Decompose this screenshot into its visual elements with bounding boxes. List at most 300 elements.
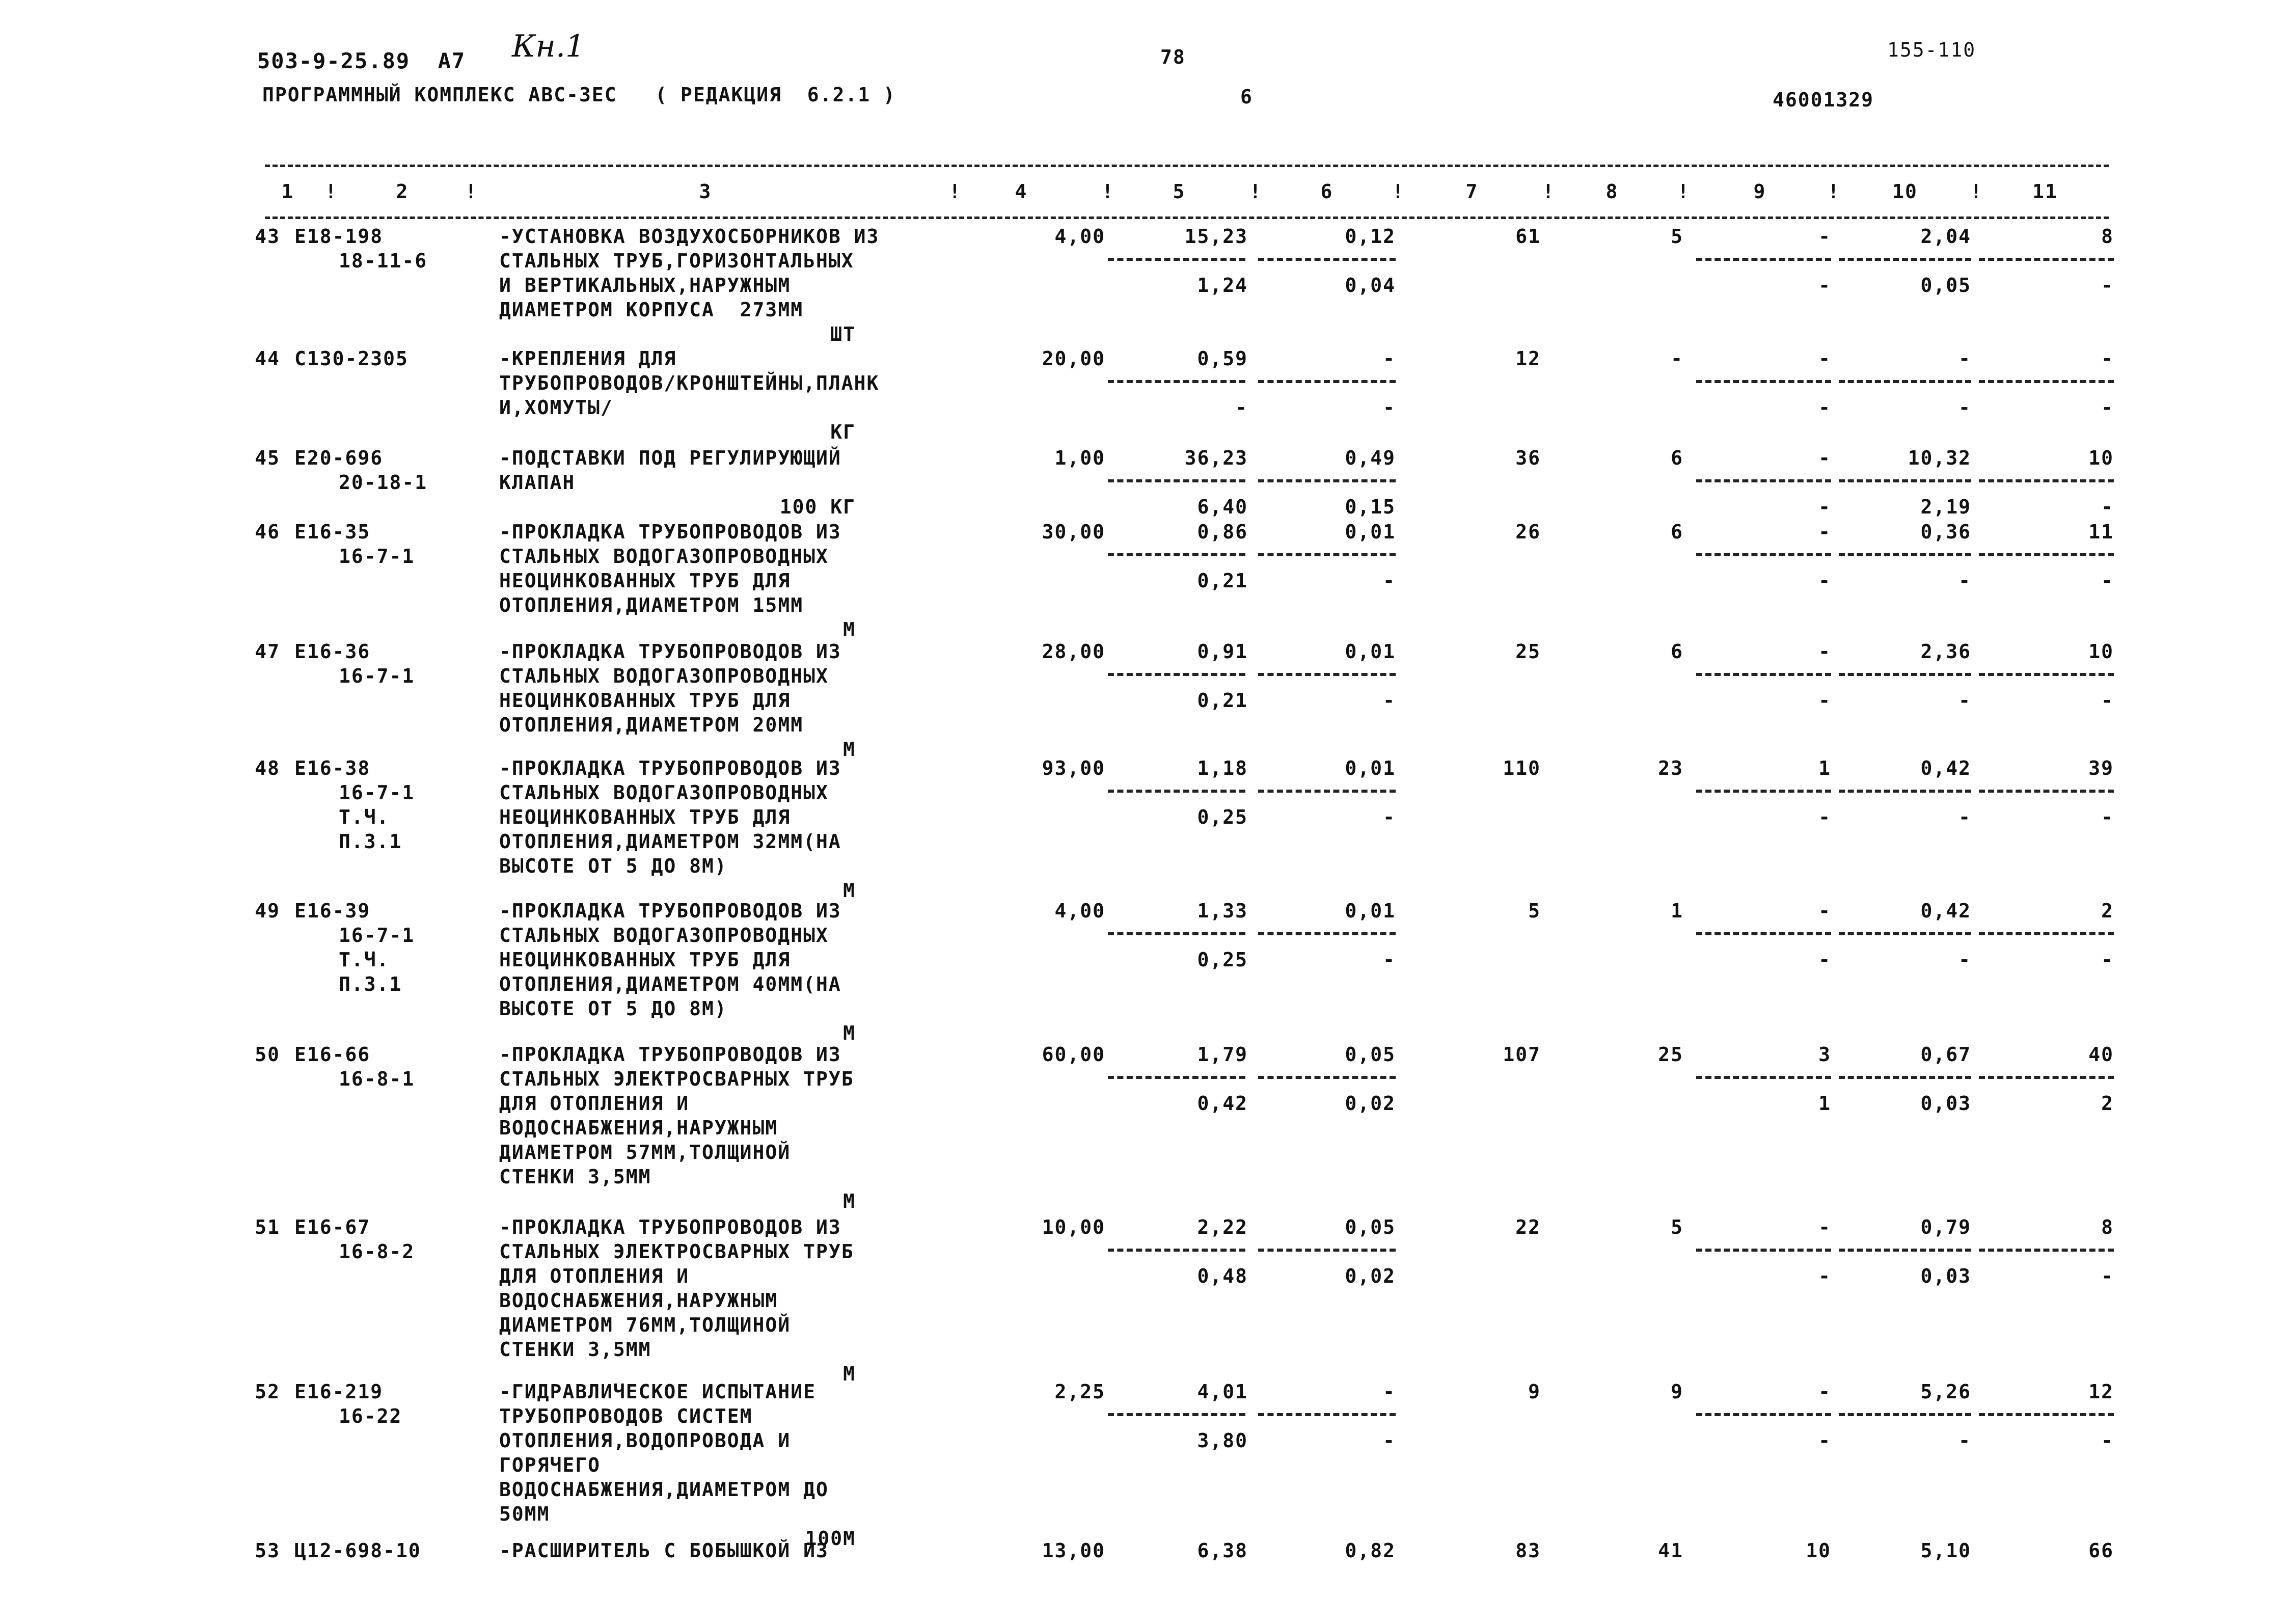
cell-qty: 10,00 [1042,1216,1105,1238]
cell-c6b: 0,02 [1345,1092,1396,1115]
cell-c6b: 0,02 [1345,1265,1396,1287]
row-description: СТЕНКИ 3,5ММ [499,1166,651,1188]
row-number: 43 [255,225,280,248]
cell-c11: 10 [2088,447,2114,469]
cost-divider [1258,258,1396,261]
cell-c8: - [1671,347,1683,370]
cell-c9b: - [1818,274,1831,296]
row-unit: М [843,879,856,902]
row-number: 44 [255,347,280,370]
cell-c9: - [1818,1216,1831,1238]
cost-divider [1696,790,1831,793]
cell-c6: 0,01 [1345,900,1396,922]
cell-c10: 2,36 [1920,640,1971,663]
registration-number: 46001329 [1773,89,1874,111]
cell-c6: 0,01 [1345,521,1396,543]
cell-c10: 0,79 [1920,1216,1971,1238]
cell-c5: 0,59 [1197,347,1248,370]
cell-c11: 40 [2088,1043,2114,1066]
cell-c9b: - [1818,806,1831,828]
column-header-11: 11 [2032,180,2058,203]
handwritten-book-mark: Кн.1 [512,29,585,64]
column-separator: ! [1970,180,1983,203]
row-description: И ВЕРТИКАЛЬНЫХ,НАРУЖНЫМ [499,274,791,296]
header-rule-bottom [265,216,2109,219]
row-description: ОТОПЛЕНИЯ,ДИАМЕТРОМ 20ММ [499,714,804,736]
cost-divider [1979,1249,2114,1252]
cell-c8: 6 [1671,521,1683,543]
program-line: ПРОГРАММНЫЙ КОМПЛЕКС АВС-3ЕС ( РЕДАКЦИЯ 6.2.1 ) [262,84,896,106]
cell-c9: 3 [1818,1043,1831,1066]
cell-c6: - [1383,347,1396,370]
column-separator: ! [325,180,338,203]
page-number: 78 [1160,46,1186,68]
row-description: -ПРОКЛАДКА ТРУБОПРОВОДОВ ИЗ [499,900,841,922]
row-description: ВЫСОТЕ ОТ 5 ДО 8М) [499,855,727,877]
cell-c8: 23 [1658,757,1683,779]
column-separator: ! [1102,180,1114,203]
row-description: ВЫСОТЕ ОТ 5 ДО 8М) [499,997,727,1020]
row-description: СТАЛЬНЫХ ВОДОГАЗОПРОВОДНЫХ [499,924,829,946]
row-description: -ПРОКЛАДКА ТРУБОПРОВОДОВ ИЗ [499,1216,841,1238]
cost-divider [1108,1249,1245,1252]
row-unit: 100 КГ [779,496,856,518]
row-description: ДЛЯ ОТОПЛЕНИЯ И [499,1092,690,1115]
row-unit: КГ [830,421,856,443]
cell-c5b: 0,21 [1197,689,1248,712]
cell-c6: 0,82 [1345,1539,1396,1562]
row-code: Е18-198 [294,225,384,248]
cell-c11: 8 [2101,225,2114,248]
column-header-4: 4 [1015,180,1028,203]
cell-c5b: 0,25 [1197,806,1248,828]
cell-c9: 10 [1806,1539,1831,1562]
row-code: П.3.1 [339,830,402,853]
row-description: ДИАМЕТРОМ КОРПУСА 273ММ [499,299,804,321]
row-code: П.3.1 [339,973,402,995]
cell-c6b: - [1383,689,1396,712]
cell-c11b: - [2101,689,2114,712]
column-header-9: 9 [1753,180,1766,203]
cell-c7: 9 [1528,1381,1541,1403]
row-code: 16-7-1 [339,545,415,567]
cell-c11: - [2101,347,2114,370]
row-description: НЕОЦИНКОВАННЫХ ТРУБ ДЛЯ [499,949,791,971]
cell-c8: 6 [1671,447,1683,469]
cell-qty: 4,00 [1054,225,1105,248]
row-description: ВОДОСНАБЖЕНИЯ,НАРУЖНЫМ [499,1289,778,1312]
header-rule-top [265,165,2109,167]
column-header-1: 1 [281,180,294,203]
row-description: НЕОЦИНКОВАННЫХ ТРУБ ДЛЯ [499,806,791,828]
cost-divider [1839,380,1971,383]
cell-c9: - [1818,347,1831,370]
cell-c11b: - [2101,570,2114,592]
row-code: Е16-35 [294,521,371,543]
row-code: Е16-66 [294,1043,371,1066]
cell-qty: 20,00 [1042,347,1105,370]
cell-c5b: 1,24 [1197,274,1248,296]
row-description: ОТОПЛЕНИЯ,ДИАМЕТРОМ 32ММ(НА [499,830,841,853]
cell-c9: - [1818,225,1831,248]
column-header-5: 5 [1173,180,1186,203]
cost-divider [1696,1076,1831,1079]
cost-divider [1839,553,1971,556]
row-code: Е16-67 [294,1216,371,1238]
cell-c10: 0,42 [1920,900,1971,922]
row-description: ДИАМЕТРОМ 57ММ,ТОЛЩИНОЙ [499,1141,791,1163]
cell-c6b: - [1383,949,1396,971]
cell-c6: 0,01 [1345,757,1396,779]
cell-c10: 0,67 [1920,1043,1971,1066]
row-description: СТЕНКИ 3,5ММ [499,1338,651,1361]
cell-c7: 5 [1528,900,1541,922]
cell-qty: 30,00 [1042,521,1105,543]
cell-c6: 0,05 [1345,1043,1396,1066]
column-header-2: 2 [396,180,409,203]
row-description: НЕОЦИНКОВАННЫХ ТРУБ ДЛЯ [499,689,791,712]
cell-c5: 1,33 [1197,900,1248,922]
row-description: КЛАПАН [499,471,576,494]
cell-c5b: 0,48 [1197,1265,1248,1287]
cost-divider [1979,479,2114,482]
cell-c8: 25 [1658,1043,1683,1066]
cost-divider [1979,380,2114,383]
cell-c5b: 6,40 [1197,496,1248,518]
column-separator: ! [1249,180,1262,203]
cost-divider [1108,380,1245,383]
cost-divider [1108,673,1245,676]
cell-c10b: - [1958,689,1971,712]
cell-c6: - [1383,1381,1396,1403]
cell-c7: 36 [1515,447,1541,469]
cell-c9b: - [1818,1265,1831,1287]
cost-divider [1839,932,1971,935]
cost-divider [1839,790,1971,793]
cell-qty: 13,00 [1042,1539,1105,1562]
row-description: -ПОДСТАВКИ ПОД РЕГУЛИРУЮЩИЙ [499,447,841,469]
cell-c9: - [1818,640,1831,663]
cell-c5: 6,38 [1197,1539,1248,1562]
cell-c5: 15,23 [1184,225,1248,248]
row-description: И,ХОМУТЫ/ [499,396,613,419]
row-description: -ПРОКЛАДКА ТРУБОПРОВОДОВ ИЗ [499,1043,841,1066]
cell-c7: 107 [1503,1043,1541,1066]
row-description: -ПРОКЛАДКА ТРУБОПРОВОДОВ ИЗ [499,521,841,543]
row-unit: М [843,618,856,641]
cell-c9b: - [1818,1429,1831,1452]
cell-c7: 110 [1503,757,1541,779]
page-ref: 155-110 [1887,39,1976,61]
cell-c6b: - [1383,570,1396,592]
cost-divider [1839,258,1971,261]
cost-divider [1979,932,2114,935]
cost-divider [1108,1076,1245,1079]
column-separator: ! [465,180,478,203]
cell-c10: 5,10 [1920,1539,1971,1562]
cell-c6b: - [1383,396,1396,419]
row-number: 45 [255,447,280,469]
cell-c5b: 3,80 [1197,1429,1248,1452]
row-unit: М [843,738,856,761]
row-code: 16-7-1 [339,665,415,687]
row-description: ВОДОСНАБЖЕНИЯ,ДИАМЕТРОМ ДО [499,1478,829,1501]
cell-c11b: - [2101,1429,2114,1452]
cell-c8: 6 [1671,640,1683,663]
cost-divider [1696,1249,1831,1252]
cost-divider [1258,553,1396,556]
cost-divider [1839,479,1971,482]
row-code: Ц12-698-10 [294,1539,421,1562]
row-description: ОТОПЛЕНИЯ,ВОДОПРОВОДА И [499,1429,791,1452]
cost-divider [1258,1249,1396,1252]
row-code: Е16-36 [294,640,371,663]
cell-c10b: - [1958,949,1971,971]
cell-c11b: - [2101,274,2114,296]
cell-c11b: - [2101,496,2114,518]
cell-c10: 0,36 [1920,521,1971,543]
cell-c9b: - [1818,689,1831,712]
cell-c9: - [1818,1381,1831,1403]
row-description: -РАСШИРИТЕЛЬ С БОБЫШКОЙ ИЗ [499,1539,829,1562]
cell-c5: 2,22 [1197,1216,1248,1238]
cell-c10: 2,04 [1920,225,1971,248]
cell-c9b: 1 [1818,1092,1831,1115]
column-separator: ! [949,180,962,203]
cell-c6b: - [1383,1429,1396,1452]
cell-c5b: 0,42 [1197,1092,1248,1115]
cell-c10b: - [1958,396,1971,419]
cell-c9b: - [1818,396,1831,419]
cell-c7: 25 [1515,640,1541,663]
column-header-10: 10 [1892,180,1918,203]
cell-c10: 5,26 [1920,1381,1971,1403]
cell-c10b: - [1958,1429,1971,1452]
row-unit: ШТ [830,323,856,345]
row-code: Т.Ч. [339,806,390,828]
cell-c6b: 0,04 [1345,274,1396,296]
row-description: -ПРОКЛАДКА ТРУБОПРОВОДОВ ИЗ [499,757,841,779]
cost-divider [1979,1076,2114,1079]
cell-c11: 8 [2101,1216,2114,1238]
cell-qty: 2,25 [1054,1381,1105,1403]
row-code: С130-2305 [294,347,409,370]
cell-c6b: 0,15 [1345,496,1396,518]
cost-divider [1979,673,2114,676]
row-description: -УСТАНОВКА ВОЗДУХОСБОРНИКОВ ИЗ [499,225,880,248]
cell-c6b: - [1383,806,1396,828]
cell-c11: 10 [2088,640,2114,663]
row-description: ТРУБОПРОВОДОВ СИСТЕМ [499,1405,753,1427]
row-code: Е16-39 [294,900,371,922]
column-separator: ! [1542,180,1555,203]
cost-divider [1696,673,1831,676]
cell-c5: 0,86 [1197,521,1248,543]
cost-divider [1696,1413,1831,1416]
cell-c8: 1 [1671,900,1683,922]
cell-c10b: - [1958,806,1971,828]
cost-divider [1258,380,1396,383]
column-header-3: 3 [699,180,712,203]
column-header-6: 6 [1320,180,1334,203]
cell-c5: 0,91 [1197,640,1248,663]
cost-divider [1839,1249,1971,1252]
row-description: -ГИДРАВЛИЧЕСКОЕ ИСПЫТАНИЕ [499,1381,816,1403]
row-code: Т.Ч. [339,949,390,971]
row-number: 53 [255,1539,280,1562]
cell-c9: - [1818,521,1831,543]
cell-c5b: - [1235,396,1248,419]
row-code: 16-7-1 [339,924,415,946]
row-description: ОТОПЛЕНИЯ,ДИАМЕТРОМ 40ММ(НА [499,973,841,995]
cell-c7: 61 [1515,225,1541,248]
cell-c7: 83 [1515,1539,1541,1562]
column-header-8: 8 [1605,180,1619,203]
cost-divider [1108,932,1245,935]
cell-c11: 2 [2101,900,2114,922]
cell-qty: 4,00 [1054,900,1105,922]
cost-divider [1108,479,1245,482]
cell-c11b: - [2101,396,2114,419]
cost-divider [1696,479,1831,482]
cell-c11b: - [2101,806,2114,828]
cell-c5: 4,01 [1197,1381,1248,1403]
row-number: 50 [255,1043,280,1066]
cell-c11: 66 [2088,1539,2114,1562]
row-description: ОТОПЛЕНИЯ,ДИАМЕТРОМ 15ММ [499,594,804,616]
cost-divider [1258,1076,1396,1079]
cell-c10b: 2,19 [1920,496,1971,518]
cell-c8: 5 [1671,225,1683,248]
cost-divider [1696,932,1831,935]
column-separator: ! [1392,180,1405,203]
cost-divider [1839,673,1971,676]
cell-c5b: 0,25 [1197,949,1248,971]
row-code: 16-22 [339,1405,402,1427]
row-code: 18-11-6 [339,250,428,272]
cell-c9: - [1818,900,1831,922]
cell-c7: 22 [1515,1216,1541,1238]
cost-divider [1979,553,2114,556]
row-number: 52 [255,1381,280,1403]
cell-c6: 0,12 [1345,225,1396,248]
row-description: НЕОЦИНКОВАННЫХ ТРУБ ДЛЯ [499,570,791,592]
row-description: ВОДОСНАБЖЕНИЯ,НАРУЖНЫМ [499,1117,778,1139]
cell-c5: 1,79 [1197,1043,1248,1066]
cell-c11b: - [2101,949,2114,971]
row-number: 49 [255,900,280,922]
cell-c6: 0,49 [1345,447,1396,469]
row-unit: М [843,1022,856,1044]
cell-c10b: 0,05 [1920,274,1971,296]
cost-divider [1258,673,1396,676]
cost-divider [1258,790,1396,793]
row-description: 50ММ [499,1503,550,1525]
cost-divider [1108,1413,1245,1416]
cost-divider [1108,553,1245,556]
column-separator: ! [1828,180,1840,203]
row-description: СТАЛЬНЫХ ВОДОГАЗОПРОВОДНЫХ [499,781,829,804]
column-separator: ! [1677,180,1690,203]
cell-c11b: - [2101,1265,2114,1287]
row-code: Е16-38 [294,757,371,779]
cost-divider [1696,553,1831,556]
row-unit: 100М [805,1527,856,1550]
row-number: 51 [255,1216,280,1238]
row-code: Е16-219 [294,1381,384,1403]
row-description: СТАЛЬНЫХ ВОДОГАЗОПРОВОДНЫХ [499,665,829,687]
column-header-7: 7 [1465,180,1479,203]
cell-qty: 93,00 [1042,757,1105,779]
row-code: 16-8-2 [339,1240,415,1263]
cell-c11b: 2 [2101,1092,2114,1115]
row-code: Е20-696 [294,447,384,469]
cell-c10b: 0,03 [1920,1092,1971,1115]
row-description: СТАЛЬНЫХ ЭЛЕКТРОСВАРНЫХ ТРУБ [499,1240,854,1263]
cell-qty: 28,00 [1042,640,1105,663]
cost-divider [1258,1413,1396,1416]
cell-c5: 36,23 [1184,447,1248,469]
cell-c9: - [1818,447,1831,469]
cell-c10: 0,42 [1920,757,1971,779]
cell-c7: 26 [1515,521,1541,543]
cost-divider [1258,932,1396,935]
cell-c11: 11 [2088,521,2114,543]
cost-divider [1979,1413,2114,1416]
cell-c8: 5 [1671,1216,1683,1238]
sheet-number: 6 [1240,86,1253,108]
cell-c10b: - [1958,570,1971,592]
cell-c8: 9 [1671,1381,1683,1403]
row-description: -ПРОКЛАДКА ТРУБОПРОВОДОВ ИЗ [499,640,841,663]
cost-divider [1839,1413,1971,1416]
row-description: ДЛЯ ОТОПЛЕНИЯ И [499,1265,690,1287]
cell-qty: 60,00 [1042,1043,1105,1066]
cost-divider [1258,479,1396,482]
cost-divider [1696,258,1831,261]
row-unit: М [843,1190,856,1212]
row-description: -КРЕПЛЕНИЯ ДЛЯ [499,347,677,370]
cost-divider [1696,380,1831,383]
cell-c8: 41 [1658,1539,1683,1562]
cost-divider [1108,790,1245,793]
row-number: 47 [255,640,280,663]
cell-c6: 0,05 [1345,1216,1396,1238]
row-description: ГОРЯЧЕГО [499,1454,601,1476]
row-description: ТРУБОПРОВОДОВ/КРОНШТЕЙНЫ,ПЛАНК [499,372,880,394]
cost-divider [1839,1076,1971,1079]
cell-c6: 0,01 [1345,640,1396,663]
cell-c5b: 0,21 [1197,570,1248,592]
row-description: СТАЛЬНЫХ ВОДОГАЗОПРОВОДНЫХ [499,545,829,567]
cell-c9b: - [1818,570,1831,592]
cell-c10: 10,32 [1908,447,1971,469]
row-number: 46 [255,521,280,543]
row-description: СТАЛЬНЫХ ЭЛЕКТРОСВАРНЫХ ТРУБ [499,1068,854,1090]
row-number: 48 [255,757,280,779]
row-description: ДИАМЕТРОМ 76ММ,ТОЛЩИНОЙ [499,1314,791,1336]
cell-c10: - [1958,347,1971,370]
cell-c10b: 0,03 [1920,1265,1971,1287]
row-description: СТАЛЬНЫХ ТРУБ,ГОРИЗОНТАЛЬНЫХ [499,250,854,272]
doc-code: 503-9-25.89 А7 [257,48,466,73]
cell-c9b: - [1818,496,1831,518]
cost-divider [1108,258,1245,261]
cell-c11: 39 [2088,757,2114,779]
cell-c9b: - [1818,949,1831,971]
cell-qty: 1,00 [1054,447,1105,469]
row-code: 20-18-1 [339,471,428,494]
